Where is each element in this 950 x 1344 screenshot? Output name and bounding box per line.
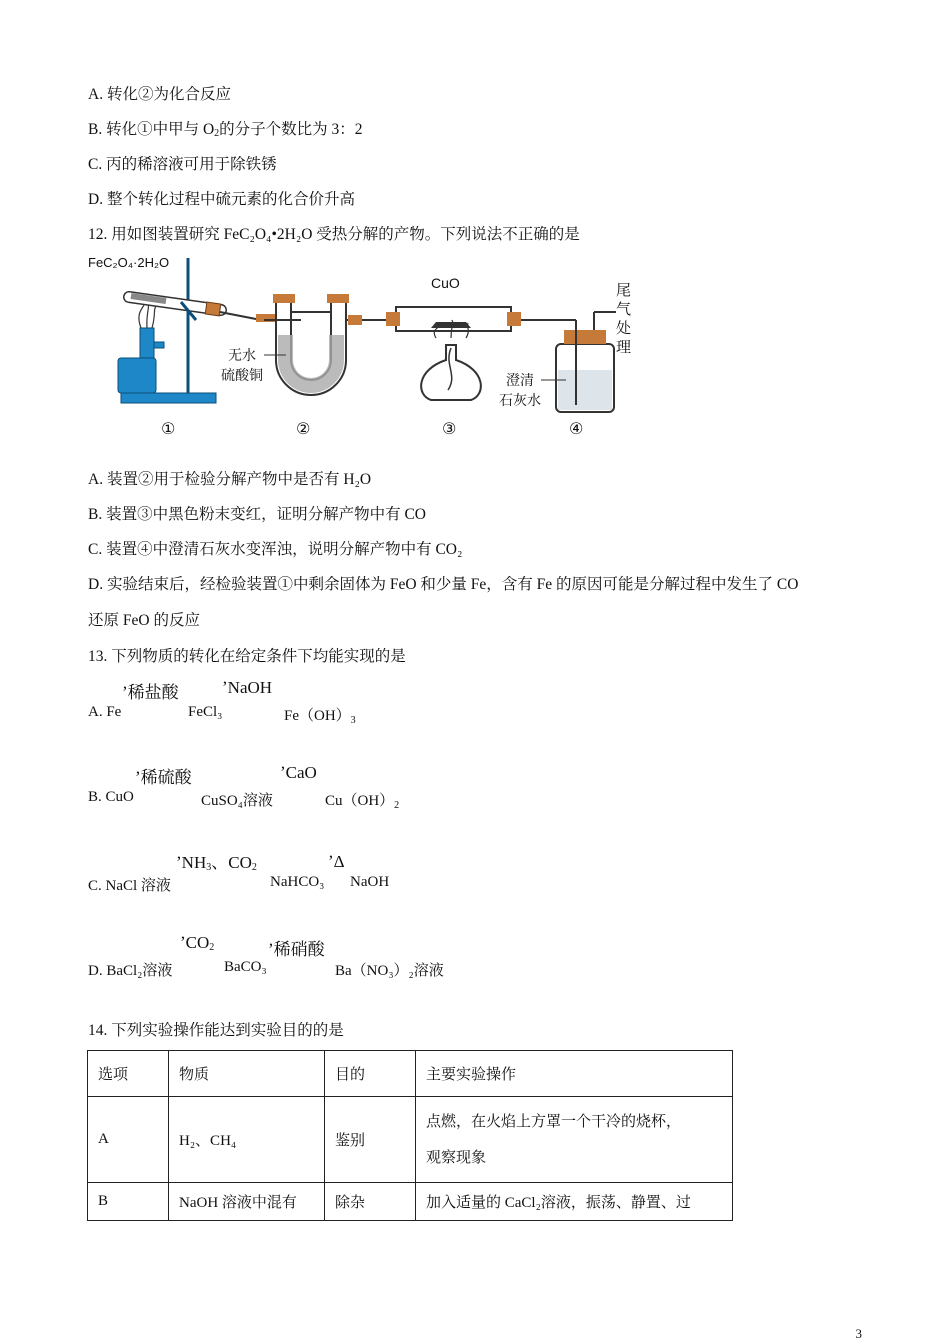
row-a-operation: 点燃，在火焰上方罩一个干冷的烧杯， 观察现象	[416, 1097, 733, 1183]
header-option: 选项	[88, 1051, 169, 1097]
q13-c-condition-1: ʼNH$_3$、$CO_2$	[176, 853, 257, 873]
anhydrous-cuso4-label-1: 无水	[228, 347, 256, 363]
q13-d-species-3: Ba（NO₃）₂溶液	[335, 963, 444, 979]
q13-c-condition-2: ʼΔ	[328, 852, 345, 871]
q12-option-b: B. 装置③中黑色粉末变红，证明分解产物中有 CO	[88, 506, 426, 523]
q13-a-condition-2: ʼNaOH	[222, 678, 273, 697]
q12-option-a: A. 装置②用于检验分解产物中是否有 H₂O	[88, 471, 372, 488]
q13-d-condition-2: ʼ稀硝酸	[268, 940, 325, 959]
header-operation: 主要实验操作	[416, 1051, 733, 1097]
q12-option-d-line1: D. 实验结束后，经检验装置①中剩余固体为 FeO 和少量 Fe，含有 Fe 的原因可能是分解过程中发生了 CO	[88, 576, 799, 593]
table-row	[88, 1097, 733, 1183]
q14-table	[87, 1050, 733, 1221]
apparatus-num-1: ①	[161, 421, 176, 438]
q13-c-species-3: NaOH	[350, 874, 390, 890]
limewater-label-1: 澄清	[506, 372, 534, 388]
q13-a-condition-1: ʼ稀盐酸	[122, 683, 179, 702]
q12-option-d-line2: 还原 FeO 的反应	[88, 612, 200, 629]
q13-stem: 13. 下列物质的转化在给定条件下均能实现的是	[88, 648, 406, 665]
q13-c-species-2: NaHCO₃	[270, 874, 325, 890]
apparatus-num-3: ③	[442, 421, 457, 438]
tail-gas-label-2: 气	[616, 301, 632, 318]
row-b-goal: 除杂	[325, 1183, 416, 1221]
q11-option-b: B. 转化①中甲与 $O_2$的分子个数比为 3：2	[88, 121, 363, 139]
q13-d-species-2: BaCO₃	[224, 959, 267, 975]
row-a-substance: H₂、CH₄	[169, 1097, 325, 1183]
q11-option-c: C. 丙的稀溶液可用于除铁锈	[88, 156, 277, 173]
reagent-label: FeC₂O₄·2H₂O	[88, 255, 170, 270]
tail-gas-label-4: 理	[616, 339, 632, 356]
q12-option-c: C. 装置④中澄清石灰水变浑浊，说明分解产物中有 CO₂	[88, 541, 463, 558]
header-goal: 目的	[325, 1051, 416, 1097]
apparatus-num-4: ④	[569, 421, 584, 438]
cuo-label: CuO	[431, 275, 460, 291]
q13-b-condition-2: ʼCaO	[280, 763, 317, 782]
q11-option-d: D. 整个转化过程中硫元素的化合价升高	[88, 191, 355, 208]
apparatus-num-2: ②	[296, 421, 311, 438]
q13-b-condition-1: ʼ稀硫酸	[135, 768, 192, 787]
tail-gas-label-3: 处	[616, 320, 632, 337]
table-row	[88, 1183, 733, 1221]
q13-c-species-1: C. NaCl 溶液	[88, 878, 171, 894]
q14-stem: 14. 下列实验操作能达到实验目的的是	[88, 1022, 344, 1039]
q13-d-condition-1: ʼCO$_2$	[180, 933, 215, 953]
q13-d-species-1: D. BaCl₂溶液	[88, 963, 173, 979]
limewater-label-2: 石灰水	[499, 392, 541, 408]
apparatus-diagram	[86, 250, 646, 445]
row-a-goal: 鉴别	[325, 1097, 416, 1183]
row-a-option: A	[88, 1097, 169, 1183]
row-b-option: B	[88, 1183, 169, 1221]
tail-gas-label-1: 尾	[616, 282, 632, 299]
q11-option-a: A. 转化②为化合反应	[88, 86, 231, 103]
q13-a-species-2: FeCl₃	[188, 704, 223, 720]
table-header-row	[88, 1051, 733, 1097]
q12-stem: 12. 用如图装置研究 FeC₂O₄•2H₂O 受热分解的产物。下列说法不正确的是	[88, 226, 580, 243]
row-b-operation: 加入适量的 CaCl₂溶液，振荡、静置、过	[416, 1183, 733, 1221]
q13-a-species-1: A. Fe	[88, 704, 122, 720]
q13-b-species-1: B. CuO	[88, 789, 134, 805]
anhydrous-cuso4-label-2: 硫酸铜	[221, 367, 263, 383]
q13-b-species-3: $Cu(OH)_2$	[325, 793, 400, 811]
q13-a-species-3: $Fe(OH)_3$	[284, 708, 356, 726]
page-number: 3	[855, 1326, 862, 1341]
header-substance: 物质	[169, 1051, 325, 1097]
row-b-substance: NaOH 溶液中混有	[169, 1183, 325, 1221]
q13-b-species-2: CuSO₄溶液	[201, 793, 273, 809]
